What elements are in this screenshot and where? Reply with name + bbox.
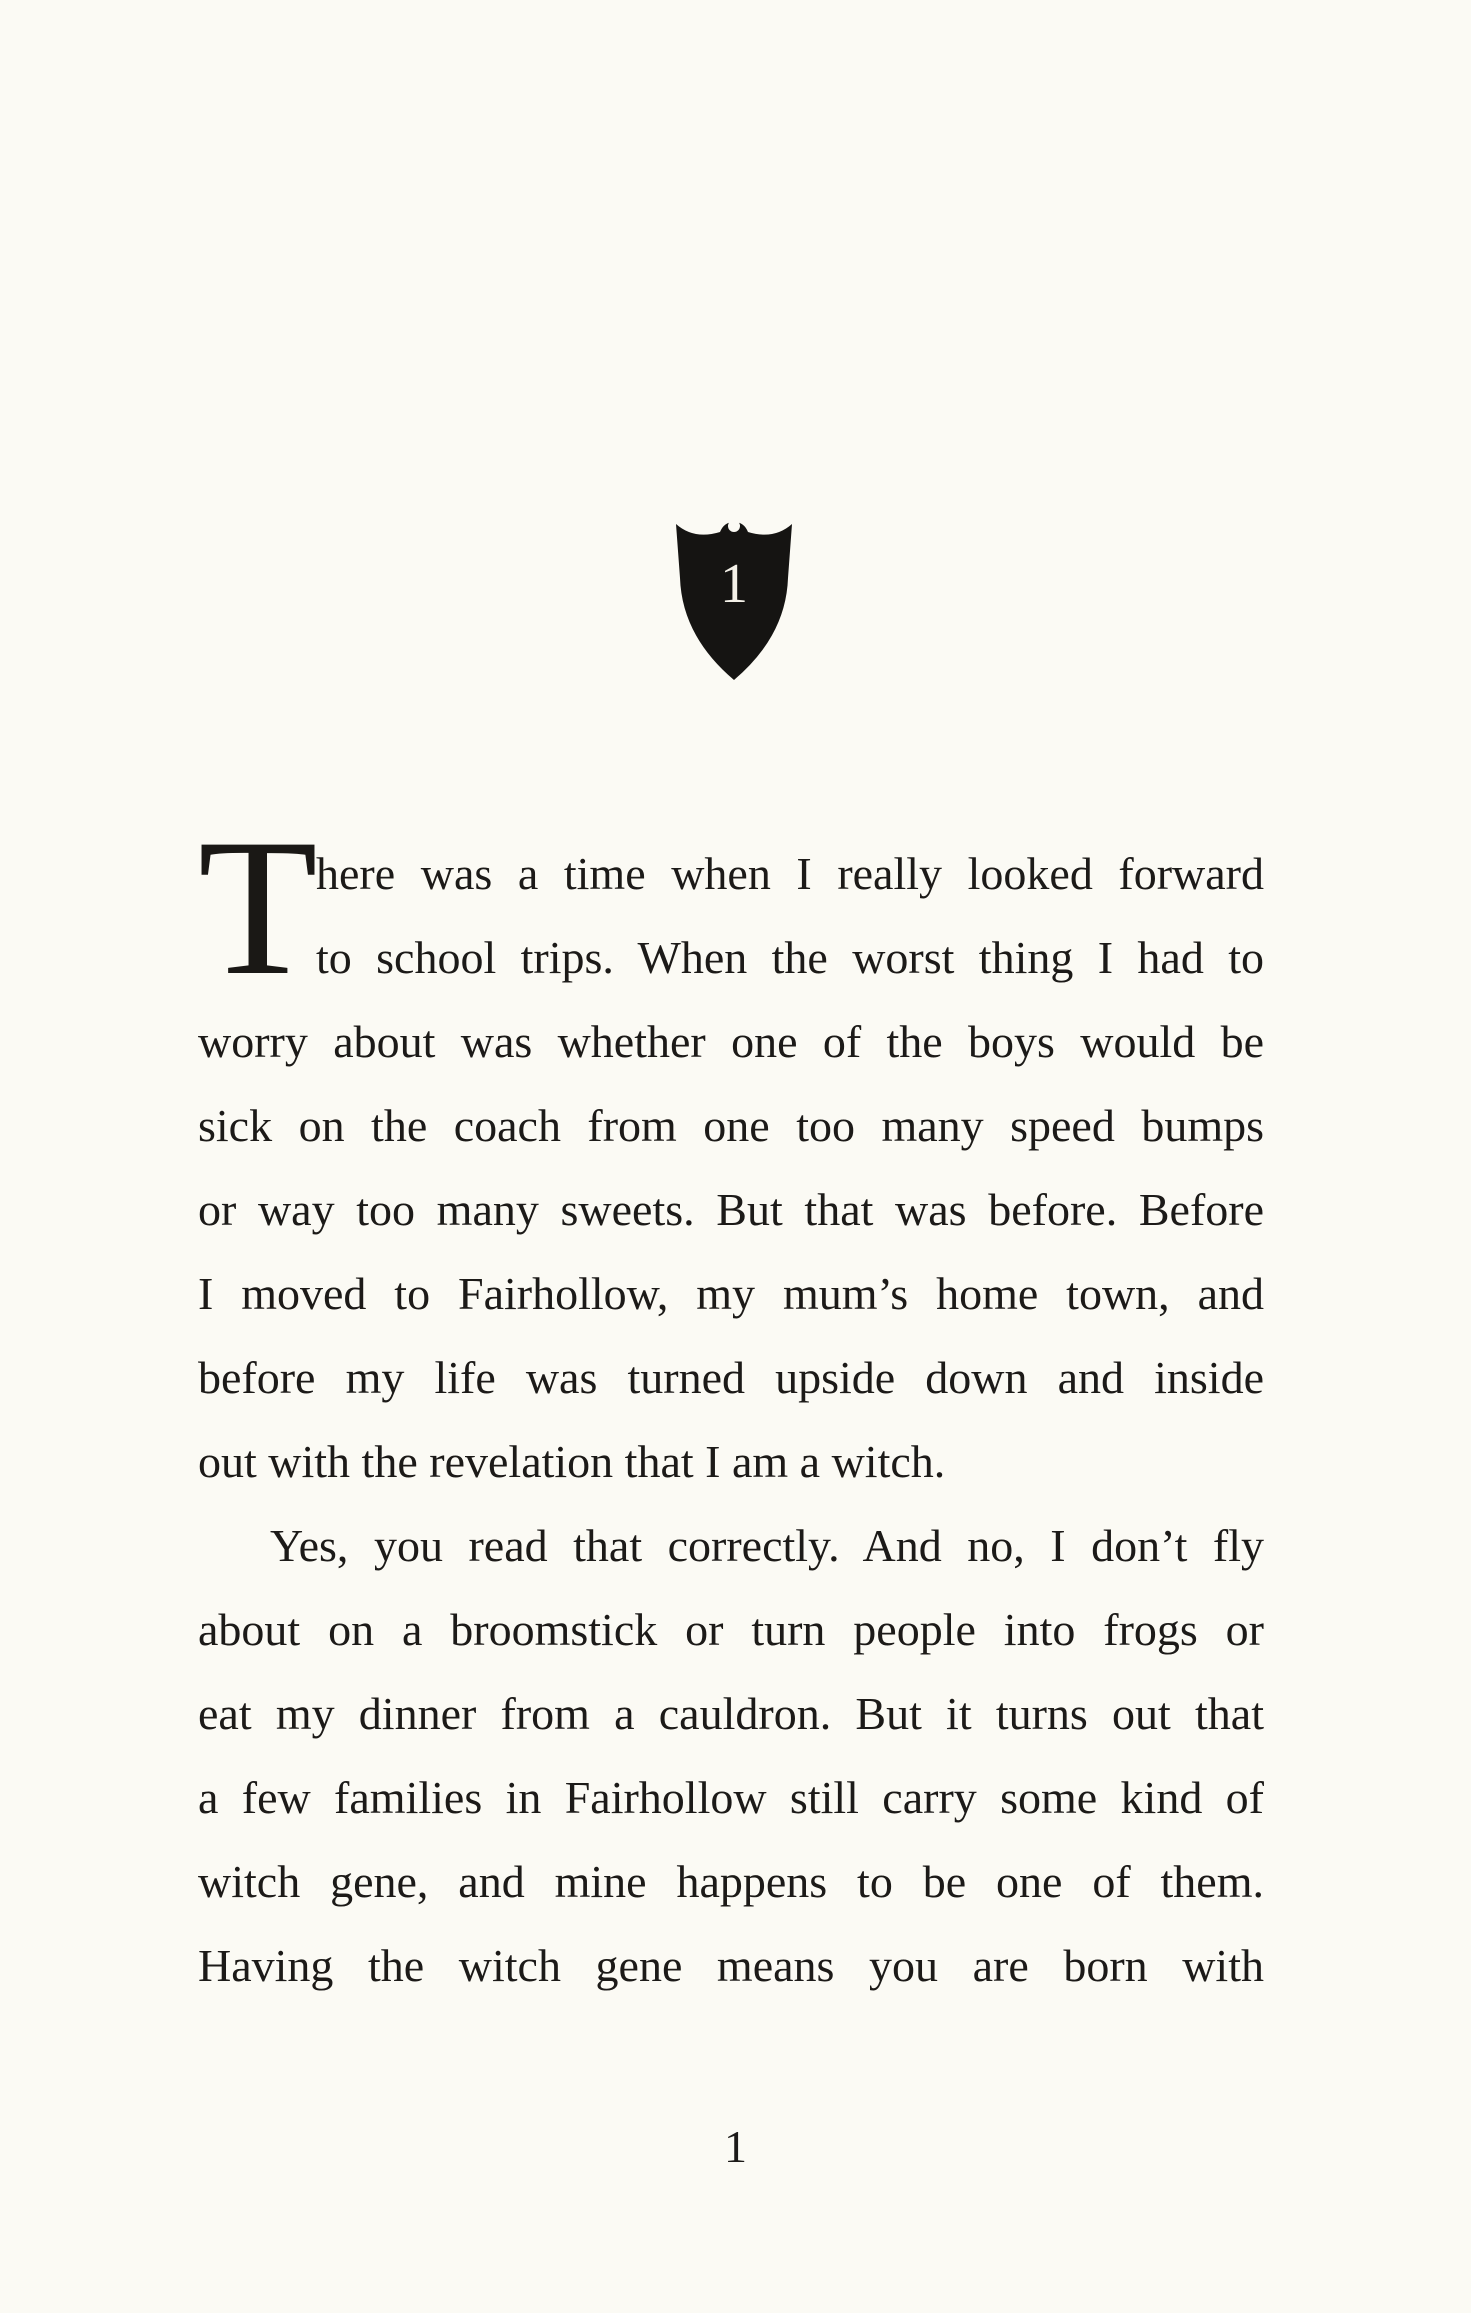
text-line: eat my dinner from a cauldron. But it turns out that xyxy=(198,1688,1264,1739)
text-line: worry about was whether one of the boys would be xyxy=(198,1016,1264,1067)
text-line: sick on the coach from one too many speed bumps xyxy=(198,1100,1264,1151)
text-line: Yes, you read that correctly. And no, I don’t fly xyxy=(270,1520,1264,1571)
paragraph-1 xyxy=(198,832,1264,1504)
body-text xyxy=(198,832,1264,2008)
text-line: I moved to Fairhollow, my mum’s home town, and xyxy=(198,1268,1264,1319)
chapter-badge xyxy=(672,518,796,683)
text-line: about on a broomstick or turn people into frogs or xyxy=(198,1604,1264,1655)
text-line: a few families in Fairhollow still carry some kind of xyxy=(198,1772,1264,1823)
chapter-number: 1 xyxy=(720,553,748,615)
text-line: here was a time when I really looked forward xyxy=(316,848,1264,899)
text-line: witch gene, and mine happens to be one of them. xyxy=(198,1856,1264,1907)
paragraph-2 xyxy=(198,1504,1264,2008)
text-line: out with the revelation that I am a witch. xyxy=(198,1436,946,1487)
text-line: or way too many sweets. But that was before. Before xyxy=(198,1184,1264,1235)
drop-cap: T xyxy=(198,799,318,1016)
text-line: Having the witch gene means you are born with xyxy=(198,1940,1264,1991)
text-line: to school trips. When the worst thing I had to xyxy=(316,932,1264,983)
text-line: before my life was turned upside down and inside xyxy=(198,1352,1264,1403)
page-number: 1 xyxy=(724,2121,747,2172)
